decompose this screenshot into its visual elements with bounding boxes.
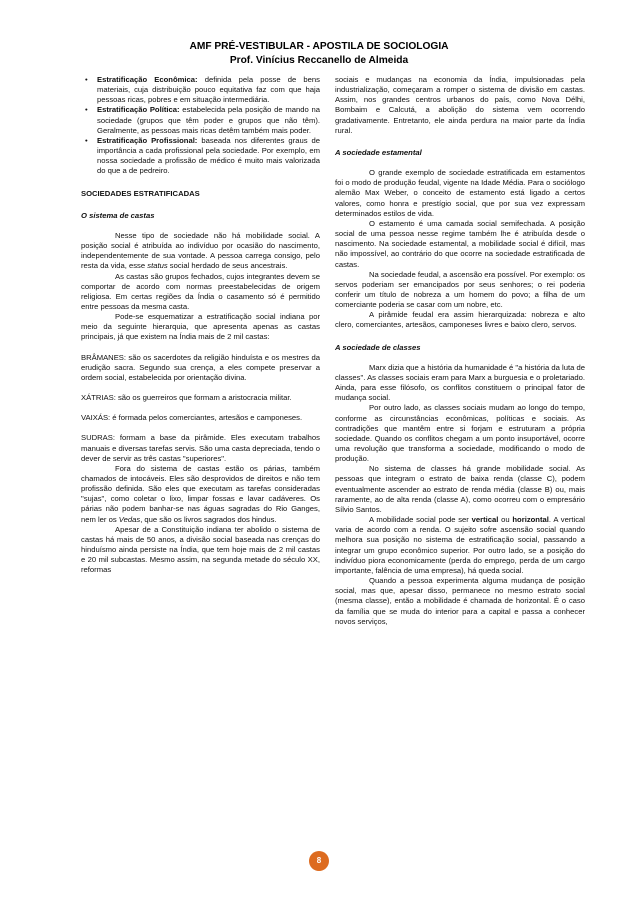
paragraph: Na sociedade feudal, a ascensão era possível. Por exemplo: os servos poderiam ser emancipados por seus senhores; o rei poderia conferir um título de nobreza a um homem do povo; a filha de um comerciante poderia se casar com um nobre, etc.: [335, 269, 585, 310]
paragraph: No sistema de classes há grande mobilidade social. As pessoas que integram o estrato de baixa renda (classe C), podem eventualmente ascender ao estrato de renda média (classe B) ou, mais raramente, ao de alta renda (classe A), como ocorreu com o empresário Sílvio Santos.: [335, 464, 585, 514]
right-column: [335, 75, 585, 627]
bullet-icon: •: [85, 135, 88, 145]
bullet-item: [81, 105, 320, 135]
bullet-title: Estratificação Econômica:: [97, 75, 198, 84]
bullet-title: Estratificação Profissional:: [97, 135, 198, 145]
paragraph: Marx dizia que a história da humanidade é "a história da luta de classes". As classes sociais eram para Marx a burguesia e o proletariado. Ainda, para esse filósofo, os conflitos constituem o principal fator de mudança social.: [335, 362, 585, 403]
header-title: AMF PRÉ-VESTIBULAR - APOSTILA DE SOCIOLOGIA: [189, 41, 449, 52]
bullet-text: baseada nos diferentes graus de importância a cada profissional pela sociedade. Por exemplo, em nossa sociedade a profissão de médico é muito mais valorizada do que a de pedreiro.: [97, 135, 320, 176]
bullet-text: estabelecida pela posição de mando na sociedade (grupos que têm poder e grupos que não têm). Geralmente, as pessoas mais ricas detêm também mais poder.: [97, 105, 320, 135]
left-column: [81, 75, 320, 576]
caste-sudras: SUDRAS: formam a base da pirâmide. Eles executam trabalhos manuais e diversas tarefas servis. São uma casta depreciada, tendo o dever de servir as três castas "superiores".: [81, 433, 320, 463]
subsection-heading: O sistema de castas: [81, 210, 155, 220]
subsection-heading: A sociedade estamental: [335, 147, 422, 157]
page-header: [0, 40, 638, 68]
section-heading: SOCIEDADES ESTRATIFICADAS: [81, 188, 200, 198]
paragraph: As castas são grupos fechados, cujos integrantes devem se comportar de acordo com normas preestabelecidas de origem religiosa. Em certas regiões da Índia o casamento só é permitido entre pessoas da mesma casta.: [81, 271, 320, 311]
page-number: 8: [309, 851, 329, 871]
bullet-text: definida pela posse de bens materiais, cuja distribuição pouco equitativa faz com que haja pessoas ricas, pobres e em situação intermediária.: [97, 75, 321, 105]
paragraph: Nesse tipo de sociedade não há mobilidade social. A posição social é atribuída ao indivíduo por ocasião do nascimento, independentemente de sua vontade. A pessoa carrega consigo, pelo resta da vida, esse status social herdado de seus ancestrais.: [81, 230, 320, 271]
bullet-icon: •: [85, 105, 88, 115]
paragraph: Apesar de a Constituição indiana ter abolido o sistema de castas há mais de 50 anos, a divisão social baseada nas crenças do hinduísmo ainda persiste na Índia, que tem hoje mais de 2 mil castas e 20 mil subcastas. Mesmo assim, na segunda metade do século XX, reformas: [81, 524, 320, 575]
caste-xatrias: XÁTRIAS: são os guerreiros que formam a aristocracia militar.: [81, 393, 292, 403]
paragraph: A mobilidade social pode ser vertical ou horizontal. A vertical varia de acordo com a renda. O sujeito sofre ascensão social quando melhora sua posição no sistema de estratificação social, passando a integrar um grupo econômico superior. Por outro lado, se a posição do indivíduo piora economicamente (perda do emprego, perda de um cargo importante, falência de uma empresa), há queda social.: [335, 515, 586, 575]
paragraph: Por outro lado, as classes sociais mudam ao longo do tempo, conforme as circunstâncias econômicas, políticas e sociais. As contradições que mantêm entre si forjam e estruturam a própria sociedade. Quando os conflitos chegam a um ponto insuportável, ocorre uma revolução que transforma a sociedade, modificando o modo de produção.: [335, 403, 585, 464]
paragraph: sociais e mudanças na economia da Índia, impulsionadas pela industrialização, começaram a romper o sistema de divisão em castas. Assim, nos grandes centros urbanos do país, como Nova Délhi, Bombaim e Calcutá, a abolição do sistema vem ocorrendo gradativamente. Entretanto, ele ainda perdura na maior parte da Índia rural.: [335, 75, 585, 135]
paragraph: Pode-se esquematizar a estratificação social indiana por meio da seguinte hierarquia, que apresenta apenas as castas principais, já que existem na Índia mais de 2 mil castas:: [81, 312, 320, 342]
paragraph: O estamento é uma camada social semifechada. A posição social de uma pessoa nesse regime também lhe é atribuída desde o nascimento. Na sociedade estamental, a mobilidade social é difícil, mas não impossível, ao contrário do que ocorre na sociedade estratificada de castas.: [335, 218, 585, 269]
paragraph: A pirâmide feudal era assim hierarquizada: nobreza e alto clero, comerciantes, artesãos, camponeses livres e baixo clero, servos.: [335, 310, 585, 330]
bullet-icon: •: [85, 75, 88, 84]
caste-brahmanes: BRÂMANES: são os sacerdotes da religião hinduísta e os mestres da erudição sacra. Segundo sua crença, a eles compete preservar a ordem social, estabelecida por orientação divina.: [81, 352, 320, 382]
paragraph: Fora do sistema de castas estão os párias, também chamados de intocáveis. Eles são desprovidos de direitos e não tem profissão definida. São eles que executam as tarefas consideradas "sujas", como coletar o lixo, limpar fossas e lavar cadáveres. Os párias não podem banhar-se nas águas sagradas do Rio Ganges, nem ler os Vedas, que são os livros sagrados dos hindus.: [81, 463, 320, 524]
paragraph: Quando a pessoa experimenta alguma mudança de posição social, mas que, apesar disso, permanece no mesmo estrato social (mesma classe), então a mobilidade é chamada de horizontal. É o caso da família que se muda do interior para a capital e passa a conhecer novos serviços,: [335, 576, 585, 626]
subsection-heading: A sociedade de classes: [335, 342, 421, 352]
bullet-item: [81, 75, 320, 105]
header-author: Prof. Vinícius Reccanello de Almeida: [229, 55, 409, 66]
bullet-title: Estratificação Política:: [97, 105, 180, 115]
caste-vaixas: VAIXÁS: é formada pelos comerciantes, artesãos e camponeses.: [81, 413, 303, 423]
paragraph: O grande exemplo de sociedade estratificada em estamentos foi o modo de produção feudal, vigente na Idade Média. Para o sociólogo alemão Max Weber, o conceito de estamento está ligado a certos valores, como honra e prestígio social, que por sua vez expressam determinados estilos de vida.: [335, 168, 585, 218]
bullet-item: [81, 136, 320, 177]
